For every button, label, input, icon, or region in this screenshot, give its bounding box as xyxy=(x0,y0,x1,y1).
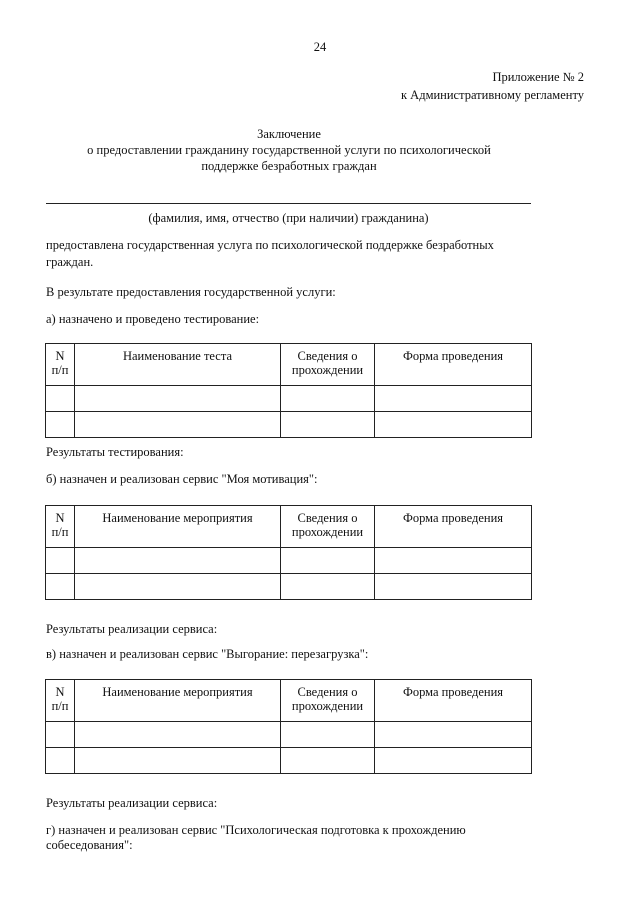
table-row xyxy=(46,548,532,574)
table-cell[interactable] xyxy=(375,574,532,600)
table-cell[interactable] xyxy=(375,748,532,774)
header-cell: Наименование теста xyxy=(75,344,281,386)
table-header-row xyxy=(46,344,532,386)
table-cell[interactable] xyxy=(75,386,281,412)
header-cell: N п/п xyxy=(46,344,75,386)
table-cell[interactable] xyxy=(75,548,281,574)
table-cell[interactable] xyxy=(281,548,375,574)
testing-table xyxy=(45,343,532,438)
section-c-results: Результаты реализации сервиса: xyxy=(46,796,218,810)
table-row xyxy=(46,748,532,774)
table-cell[interactable] xyxy=(46,574,75,600)
section-c-label: в) назначен и реализован сервис "Выгорание: перезагрузка": xyxy=(46,647,369,661)
intro-line-2: граждан. xyxy=(46,255,94,269)
burnout-table xyxy=(45,679,532,774)
header-cell: N п/п xyxy=(46,680,75,722)
table-cell[interactable] xyxy=(46,412,75,438)
section-b-label: б) назначен и реализован сервис "Моя мотивация": xyxy=(46,472,318,486)
motivation-table xyxy=(45,505,532,600)
section-d-line-2: собеседования": xyxy=(46,838,133,852)
table-cell[interactable] xyxy=(281,748,375,774)
table-cell[interactable] xyxy=(281,412,375,438)
table-cell[interactable] xyxy=(75,412,281,438)
table-header-row xyxy=(46,680,532,722)
table-cell[interactable] xyxy=(281,722,375,748)
page-number: 24 xyxy=(313,40,327,54)
table-cell[interactable] xyxy=(46,386,75,412)
section-a-label: а) назначено и проведено тестирование: xyxy=(46,312,260,326)
table-cell[interactable] xyxy=(46,722,75,748)
table-cell[interactable] xyxy=(281,574,375,600)
table-row xyxy=(46,722,532,748)
header-cell: Форма проведения xyxy=(375,344,532,386)
table-row xyxy=(46,574,532,600)
header-cell: Сведения о прохождении xyxy=(281,680,375,722)
header-cell: Форма проведения xyxy=(375,680,532,722)
table-row xyxy=(46,412,532,438)
table-header-row xyxy=(46,506,532,548)
table-cell[interactable] xyxy=(46,548,75,574)
table-cell[interactable] xyxy=(375,412,532,438)
document-subtitle-line-2: поддержке безработных граждан xyxy=(201,159,377,173)
intro-line-1: предоставлена государственная услуга по психологической поддержке безработных xyxy=(46,238,494,252)
table-cell[interactable] xyxy=(281,386,375,412)
table-cell[interactable] xyxy=(375,548,532,574)
name-signature-line xyxy=(46,203,531,204)
table-row xyxy=(46,386,532,412)
table-cell[interactable] xyxy=(375,722,532,748)
header-cell: Сведения о прохождении xyxy=(281,344,375,386)
name-caption: (фамилия, имя, отчество (при наличии) гражданина) xyxy=(148,211,429,225)
appendix-line-2: к Административному регламенту xyxy=(400,88,584,102)
table-cell[interactable] xyxy=(46,748,75,774)
result-intro: В результате предоставления государственной услуги: xyxy=(46,285,336,299)
table-cell[interactable] xyxy=(75,722,281,748)
document-subtitle-line-1: о предоставлении гражданину государственной услуги по психологической xyxy=(87,143,491,157)
table-cell[interactable] xyxy=(375,386,532,412)
table-cell[interactable] xyxy=(75,574,281,600)
table-cell[interactable] xyxy=(75,748,281,774)
section-b-results: Результаты реализации сервиса: xyxy=(46,622,218,636)
header-cell: Наименование мероприятия xyxy=(75,680,281,722)
document-title: Заключение xyxy=(257,127,321,141)
section-d-line-1: г) назначен и реализован сервис "Психологическая подготовка к прохождению xyxy=(46,823,466,837)
section-a-results: Результаты тестирования: xyxy=(46,445,184,459)
header-cell: Наименование мероприятия xyxy=(75,506,281,548)
header-cell: N п/п xyxy=(46,506,75,548)
appendix-line-1: Приложение № 2 xyxy=(492,70,584,84)
header-cell: Сведения о прохождении xyxy=(281,506,375,548)
header-cell: Форма проведения xyxy=(375,506,532,548)
